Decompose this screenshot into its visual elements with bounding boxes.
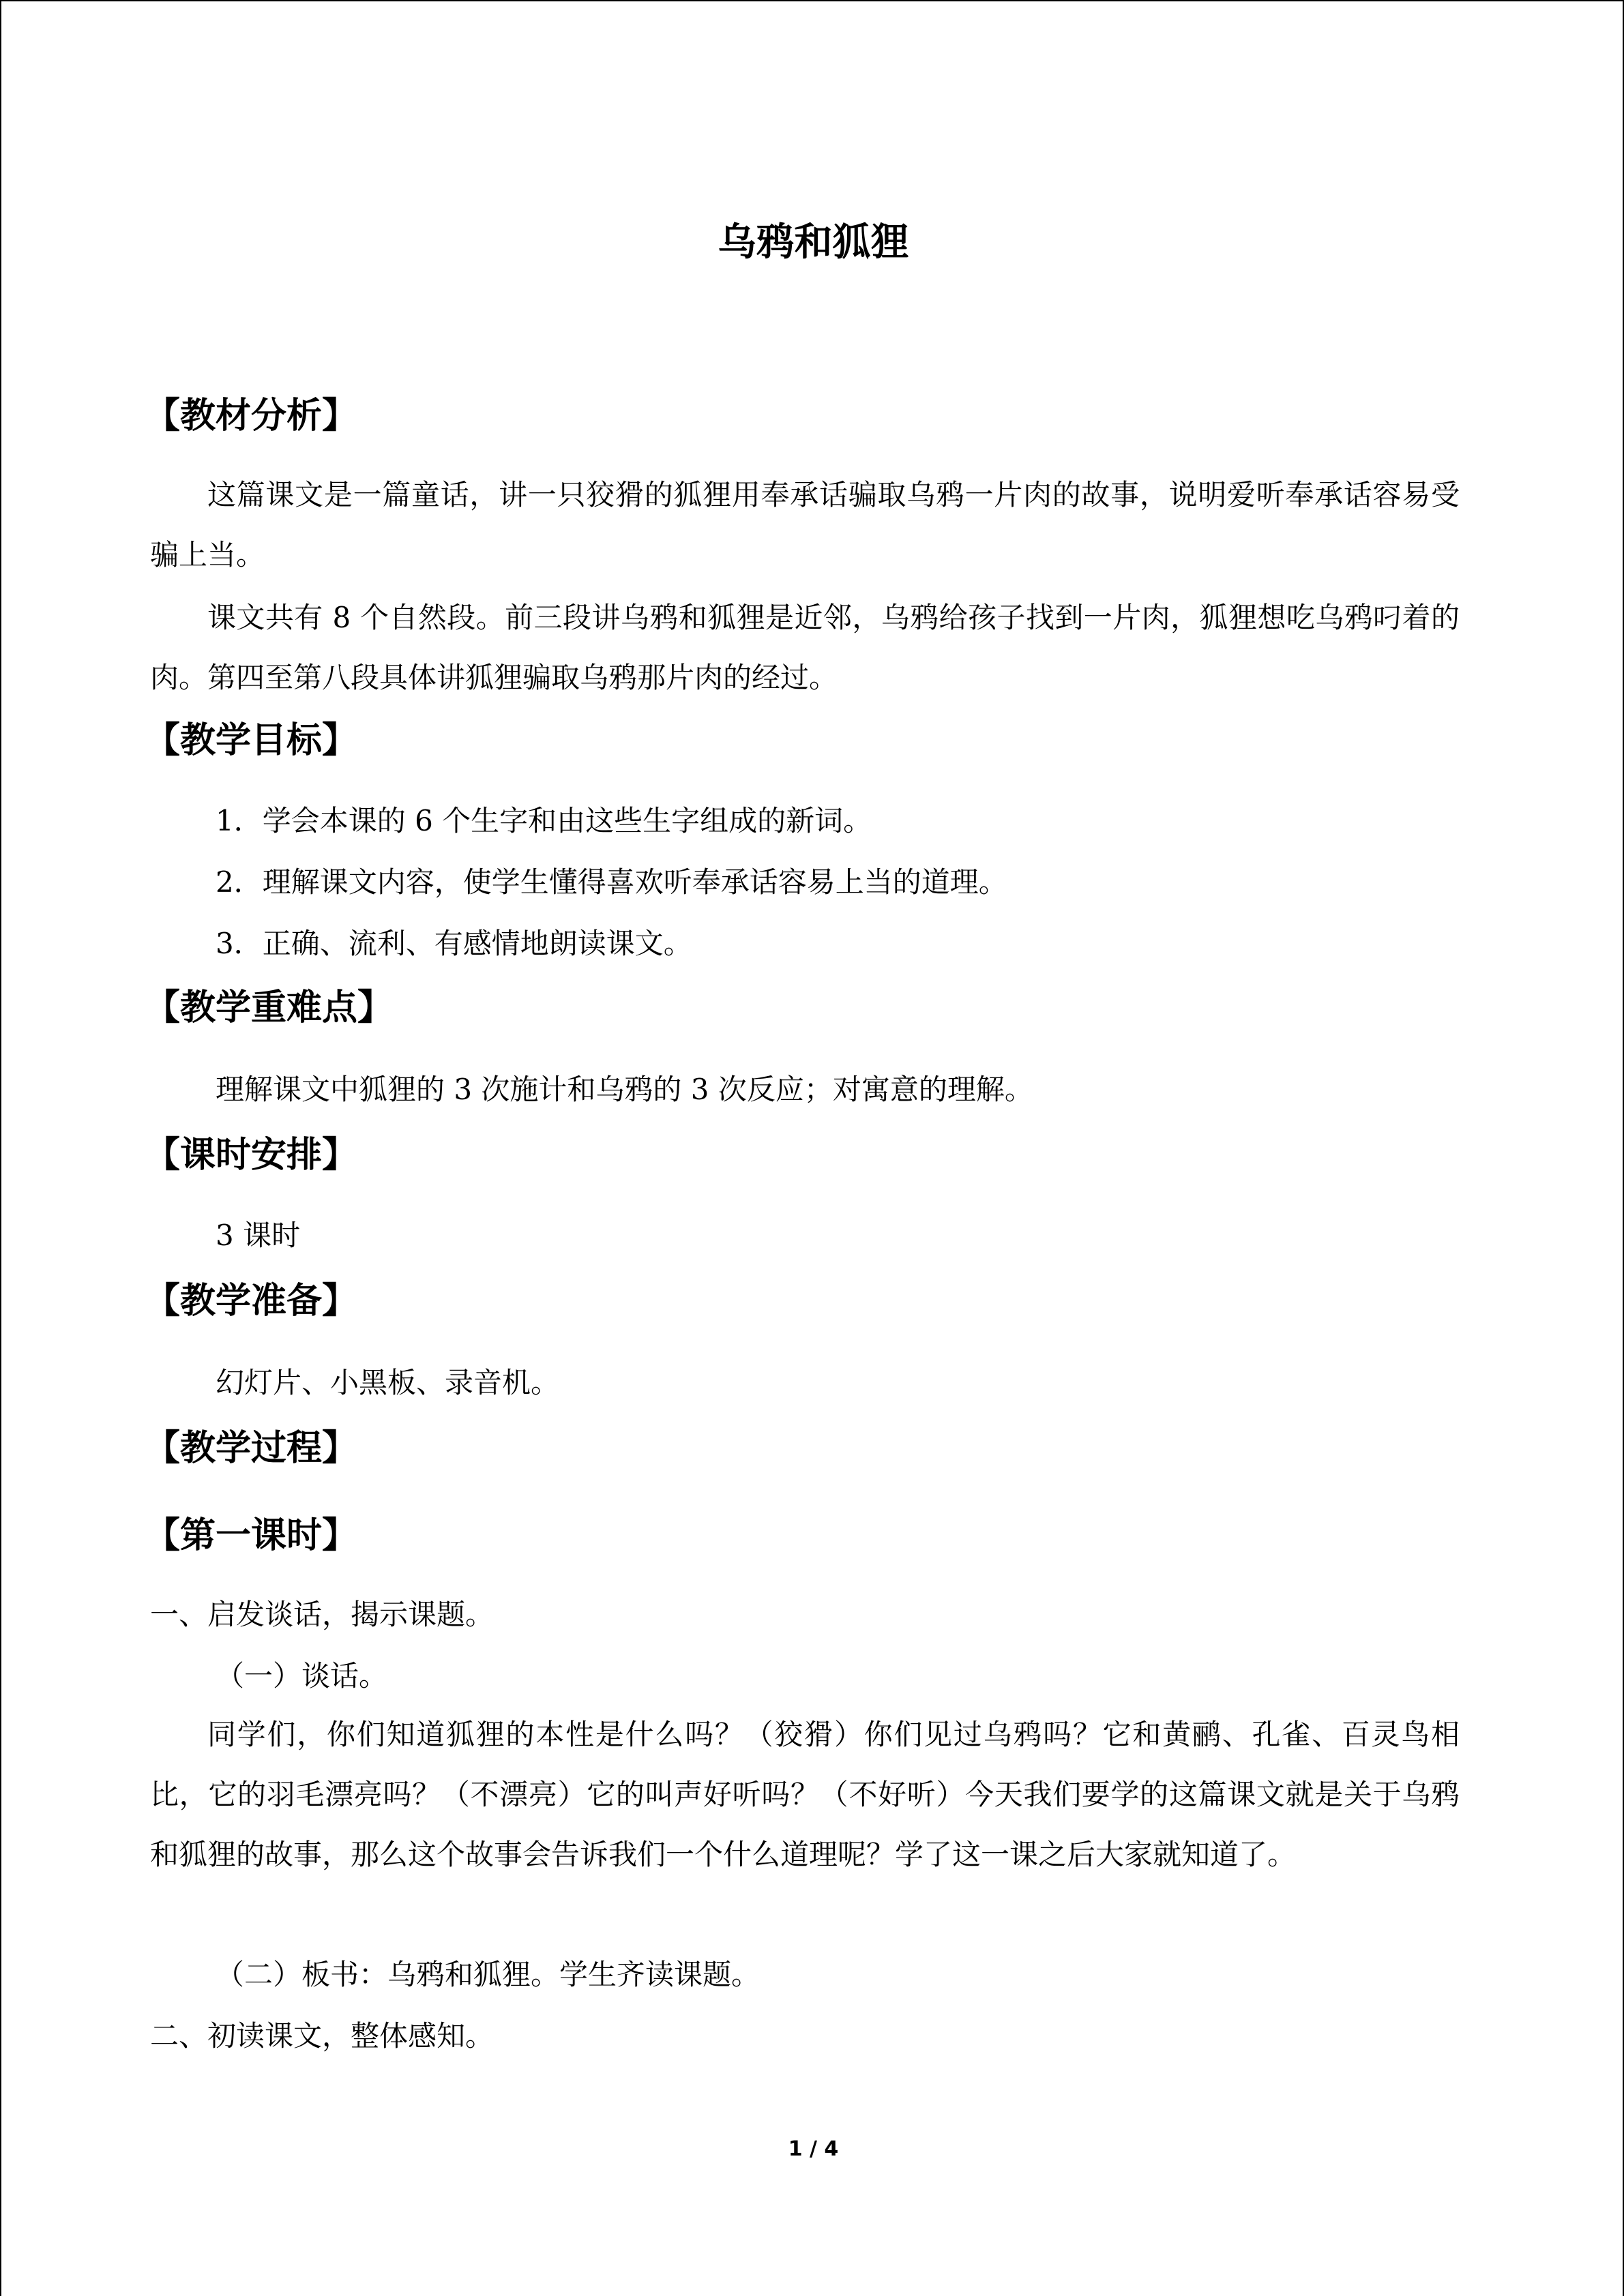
heading-preparation: 【教学准备】 xyxy=(145,1281,358,1322)
heading-teaching-goals: 【教学目标】 xyxy=(145,720,358,761)
material-paragraph-2: 课文共有 8 个自然段。前三段讲乌鸦和狐狸是近邻，乌鸦给孩子找到一片肉，狐狸想吃乌鸦叼着的肉。第四至第八段具体讲狐狸骗取乌鸦那片肉的经过。 xyxy=(150,601,1460,694)
page-title: 乌鸦和狐狸 xyxy=(718,220,909,265)
heading-first-lesson: 【第一课时】 xyxy=(145,1515,358,1556)
goal-item-3: 3．正确、流利、有感情地朗读课文。 xyxy=(216,927,692,960)
heading-teaching-process: 【教学过程】 xyxy=(145,1428,358,1469)
talk-paragraph: 同学们，你们知道狐狸的本性是什么吗？（狡猾）你们见过乌鸦吗？它和黄鹂、孔雀、百灵鸟相比，它的羽毛漂亮吗？（不漂亮）它的叫声好听吗？（不好听）今天我们要学的这篇课文就是关于乌鸦和狐狸的故事，那么这个故事会告诉我们一个什么道理呢？学了这一课之后大家就知道了。 xyxy=(150,1718,1460,1871)
material-paragraph-1: 这篇课文是一篇童话，讲一只狡猾的狐狸用奉承话骗取乌鸦一片肉的故事，说明爱听奉承话容易受骗上当。 xyxy=(150,478,1460,571)
preparation-text: 幻灯片、小黑板、录音机。 xyxy=(216,1366,560,1399)
step-1-title: 一、启发谈话，揭示课题。 xyxy=(150,1598,494,1631)
goal-item-2: 2．理解课文内容，使学生懂得喜欢听奉承话容易上当的道理。 xyxy=(216,865,1007,899)
step-1-sub-2: （二）板书：乌鸦和狐狸。学生齐读课题。 xyxy=(216,1958,761,1991)
schedule-text: 3 课时 xyxy=(216,1219,301,1252)
page-number: 1 / 4 xyxy=(788,2137,839,2161)
key-difficulties-text: 理解课文中狐狸的 3 次施计和乌鸦的 3 次反应；对寓意的理解。 xyxy=(216,1073,1033,1106)
step-1-sub-1: （一）谈话。 xyxy=(216,1659,388,1693)
step-2-title: 二、初读课文，整体感知。 xyxy=(150,2019,494,2053)
heading-key-difficulties: 【教学重难点】 xyxy=(145,987,394,1028)
goal-item-1: 1．学会本课的 6 个生字和由这些生字组成的新词。 xyxy=(216,804,872,837)
heading-schedule: 【课时安排】 xyxy=(145,1135,358,1176)
heading-material-analysis: 【教材分析】 xyxy=(145,396,358,436)
